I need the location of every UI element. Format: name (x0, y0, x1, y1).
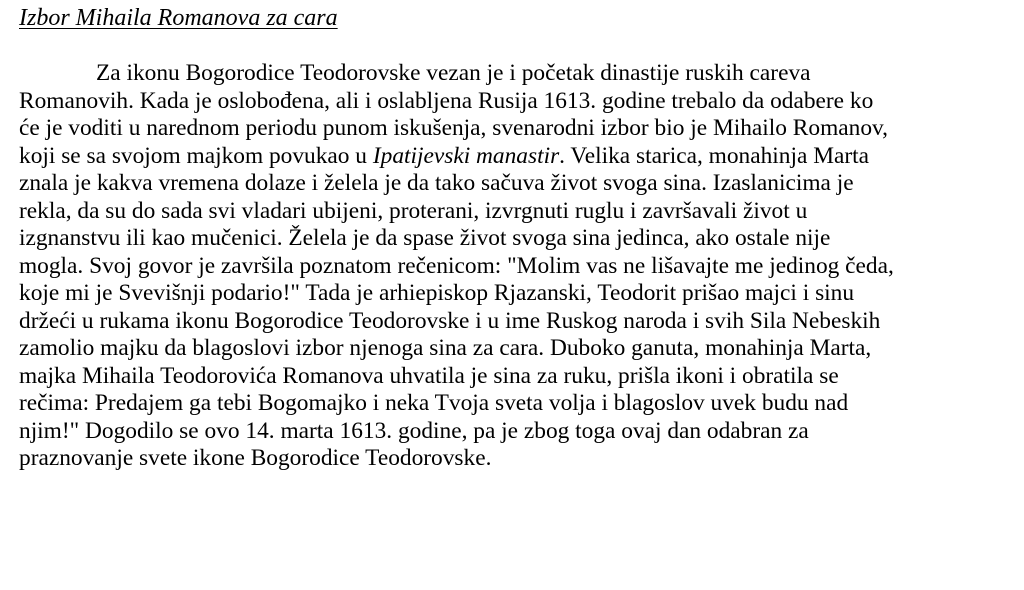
text-segment: će je voditi u narednom periodu punom iskušenja, svenarodni izbor bio je Mihailo Romanov, (19, 115, 889, 141)
paragraph-line (19, 115, 1019, 143)
text-segment: izgnanstvu ili kao mučenici. Želela je da spase život svoga sina jedinca, ako ostale nije (19, 225, 831, 251)
text-segment: njim!" Dogodilo se ovo 14. marta 1613. godine, pa je zbog toga ovaj dan odabran za (19, 417, 809, 444)
text-segment: držeći u rukama ikonu Bogorodice Teodorovske i u ime Ruskog naroda i svih Sila Nebeskih (19, 307, 881, 334)
text-segment: majka Mihaila Teodorovića Romanova uhvatila je sina za ruku, prišla ikoni i obratila se (19, 362, 839, 389)
paragraph-line (19, 88, 1019, 116)
text-segment: rečima: Predajem ga tebi Bogomajko i neka Tvoja sveta volja i blagoslov uvek budu nad (19, 390, 849, 416)
body-paragraph (19, 60, 1019, 473)
paragraph-line (19, 143, 1019, 171)
paragraph-line (19, 60, 1019, 88)
paragraph-line (19, 335, 1019, 363)
text-segment: Romanovih. Kada je oslobođena, ali i oslabljena Rusija 1613. godine trebalo da odabere ko (19, 87, 874, 114)
italic-text-segment: Ipatijevski manastir (372, 142, 560, 169)
text-segment: rekla, da su do sada svi vladari ubijeni, proterani, izvrgnuti ruglu i završavali život u (19, 197, 808, 224)
paragraph-line (19, 225, 1019, 253)
text-segment: koji se sa svojom majkom povukao u (19, 142, 373, 169)
document-title: Izbor Mihaila Romanova za cara (19, 5, 338, 31)
text-segment: zamolio majku da blagoslovi izbor njenoga sina za cara. Duboko ganuta, monahinja Marta, (19, 335, 872, 361)
paragraph-line (19, 280, 1019, 308)
text-segment: praznovanje svete ikone Bogorodice Teodorovske. (19, 445, 492, 471)
text-segment: znala je kakva vremena dolaze i želela je da tako sačuva život svoga sina. Izaslanicima je (19, 170, 854, 196)
paragraph-line (19, 363, 1019, 391)
text-segment: . Velika starica, monahinja Marta (559, 142, 870, 169)
text-segment: koje mi je Svevišnji podario!" Tada je arhiepiskop Rjazanski, Teodorit prišao majci i sinu (19, 280, 855, 306)
paragraph-line (19, 198, 1019, 226)
paragraph-line (19, 253, 1019, 281)
paragraph-line (19, 390, 1019, 418)
paragraph-line (19, 418, 1019, 446)
paragraph-line (19, 445, 1019, 473)
paragraph-line (19, 308, 1019, 336)
text-segment: Za ikonu Bogorodice Teodorovske vezan je i početak dinastije ruskih careva (96, 60, 811, 86)
text-segment: mogla. Svoj govor je završila poznatom rečenicom: "Molim vas ne lišavajte me jedinog čeda, (19, 252, 894, 279)
paragraph-line (19, 170, 1019, 198)
